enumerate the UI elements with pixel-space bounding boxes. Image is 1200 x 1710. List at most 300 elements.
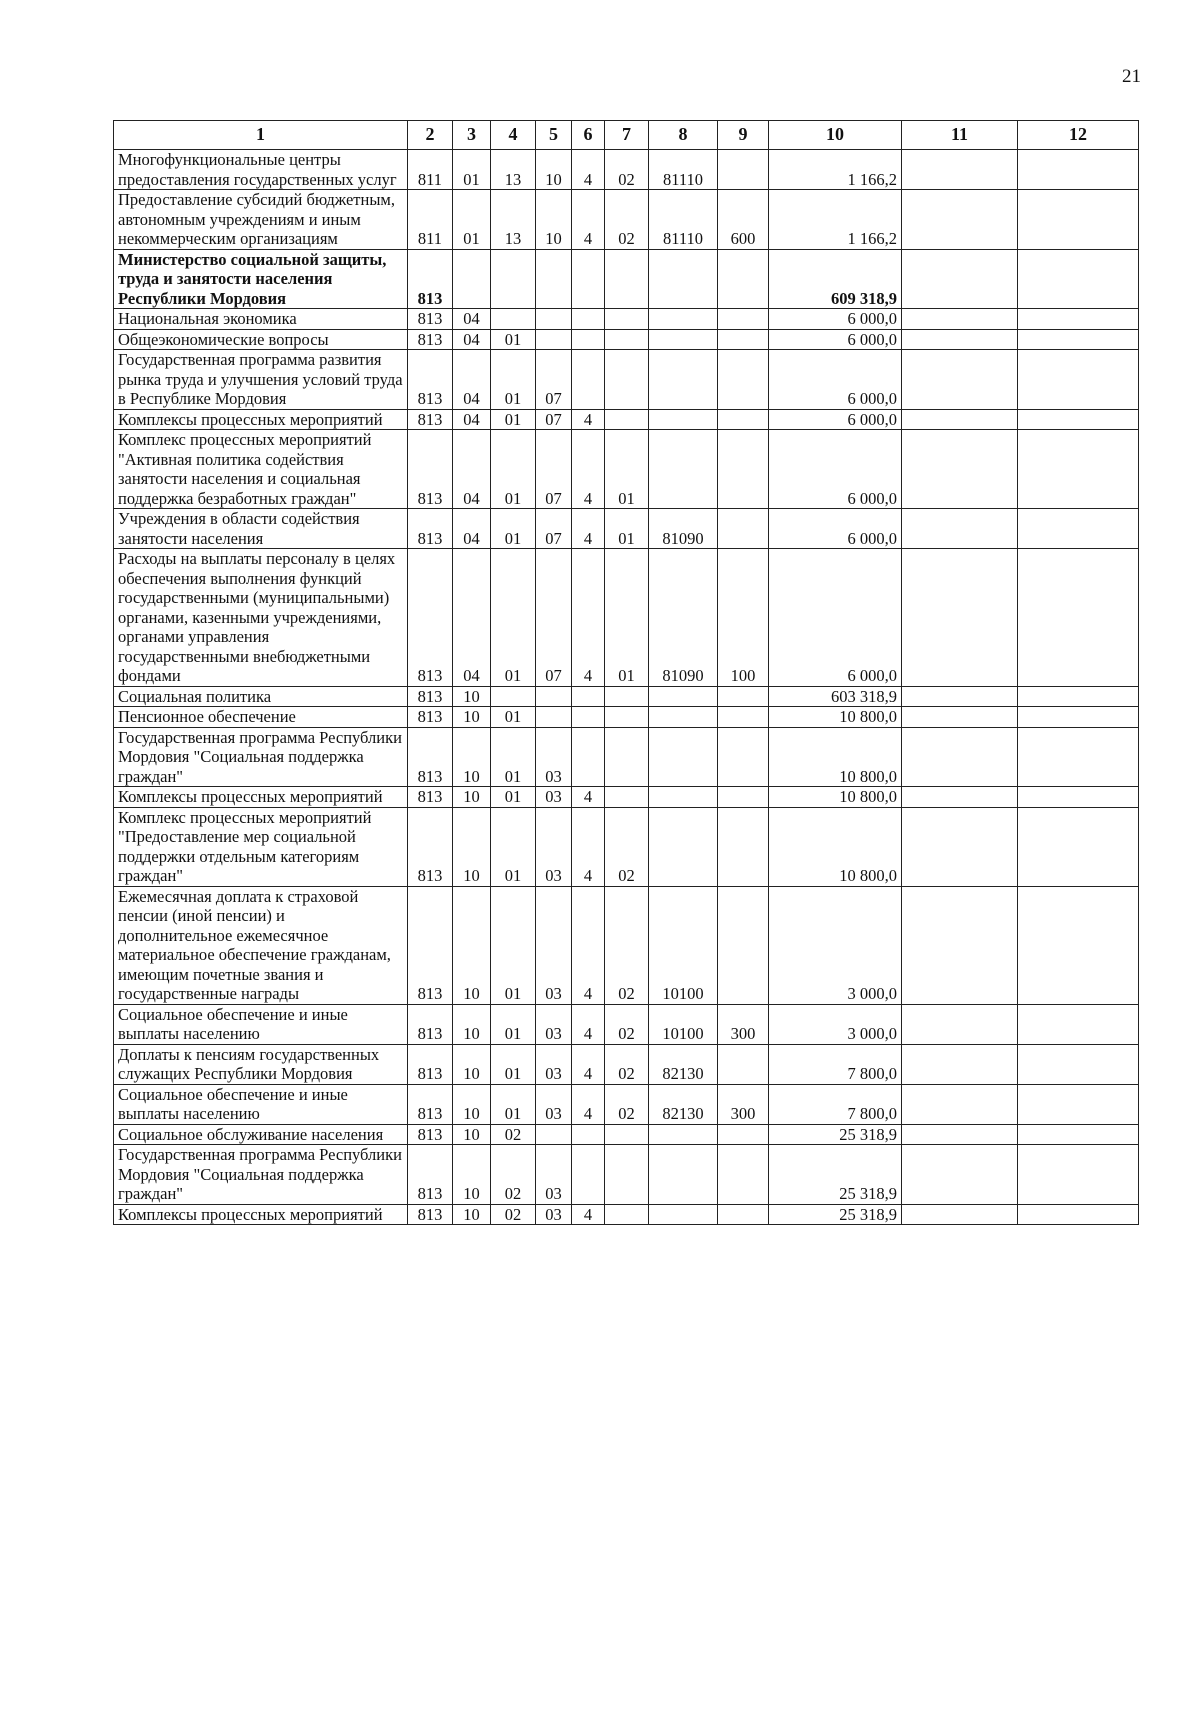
section-code: 10 <box>453 1044 491 1084</box>
row-name: Ежемесячная доплата к страховой пенсии (иной пенсии) и дополнительное ежемесячное материальное обеспечение гражданам, имеющим почетные звания и государственные награды <box>114 886 408 1004</box>
extra-cell-11 <box>902 1145 1018 1205</box>
section-code: 10 <box>453 1124 491 1145</box>
target-article-code <box>649 430 718 509</box>
extra-cell-11 <box>902 309 1018 330</box>
budget-table <box>113 120 1139 1225</box>
row-name: Министерство социальной защиты, труда и занятости населения Республики Мордовия <box>114 249 408 309</box>
main-section-code: 813 <box>408 707 453 728</box>
column-header: 1 <box>114 121 408 150</box>
main-section-code: 813 <box>408 350 453 410</box>
row-name: Доплаты к пенсиям государственных служащих Республики Мордовия <box>114 1044 408 1084</box>
event-code: 02 <box>605 886 649 1004</box>
section-code: 04 <box>453 549 491 687</box>
row-name: Социальное обслуживание населения <box>114 1124 408 1145</box>
subprogram-code <box>572 329 605 350</box>
section-code: 10 <box>453 1145 491 1205</box>
expense-type-code: 300 <box>718 1084 769 1124</box>
program-code: 03 <box>536 1044 572 1084</box>
extra-cell-11 <box>902 350 1018 410</box>
extra-cell-12 <box>1018 350 1139 410</box>
row-name: Социальное обеспечение и иные выплаты населению <box>114 1004 408 1044</box>
extra-cell-11 <box>902 727 1018 787</box>
main-section-code: 813 <box>408 1145 453 1205</box>
subprogram-code: 4 <box>572 807 605 886</box>
event-code <box>605 727 649 787</box>
subsection-code: 02 <box>491 1204 536 1225</box>
section-code: 10 <box>453 787 491 808</box>
subsection-code: 01 <box>491 430 536 509</box>
table-row <box>114 727 1139 787</box>
table-row <box>114 350 1139 410</box>
extra-cell-12 <box>1018 1004 1139 1044</box>
event-code <box>605 329 649 350</box>
event-code <box>605 686 649 707</box>
row-name: Расходы на выплаты персоналу в целях обеспечения выполнения функций государственными (муниципальными) органами, казенными учреждениями, органами управления государственными внебюджетными фондами <box>114 549 408 687</box>
target-article-code <box>649 1124 718 1145</box>
main-section-code: 813 <box>408 727 453 787</box>
program-code: 03 <box>536 1145 572 1205</box>
extra-cell-11 <box>902 1124 1018 1145</box>
expense-type-code <box>718 309 769 330</box>
expense-type-code <box>718 150 769 190</box>
program-code: 07 <box>536 549 572 687</box>
row-name: Государственная программа развития рынка труда и улучшения условий труда в Республике Мордовия <box>114 350 408 410</box>
subsection-code: 01 <box>491 549 536 687</box>
extra-cell-11 <box>902 1044 1018 1084</box>
header-row <box>114 121 1139 150</box>
extra-cell-12 <box>1018 1084 1139 1124</box>
main-section-code: 813 <box>408 329 453 350</box>
subprogram-code: 4 <box>572 1204 605 1225</box>
column-header: 5 <box>536 121 572 150</box>
event-code: 02 <box>605 1044 649 1084</box>
extra-cell-11 <box>902 409 1018 430</box>
target-article-code: 10100 <box>649 1004 718 1044</box>
main-section-code: 813 <box>408 787 453 808</box>
main-section-code: 813 <box>408 1124 453 1145</box>
expense-type-code: 600 <box>718 190 769 250</box>
event-code: 02 <box>605 150 649 190</box>
target-article-code <box>649 707 718 728</box>
section-code: 04 <box>453 309 491 330</box>
table-row <box>114 1124 1139 1145</box>
row-name: Социальная политика <box>114 686 408 707</box>
expense-type-code <box>718 509 769 549</box>
main-section-code: 811 <box>408 190 453 250</box>
event-code: 02 <box>605 190 649 250</box>
row-name: Предоставление субсидий бюджетным, автономным учреждениям и иным некоммерческим организациям <box>114 190 408 250</box>
subsection-code: 13 <box>491 190 536 250</box>
extra-cell-11 <box>902 190 1018 250</box>
program-code: 03 <box>536 1004 572 1044</box>
extra-cell-11 <box>902 1204 1018 1225</box>
expense-type-code <box>718 886 769 1004</box>
section-code: 04 <box>453 350 491 410</box>
section-code <box>453 249 491 309</box>
main-section-code: 813 <box>408 686 453 707</box>
subprogram-code <box>572 350 605 410</box>
extra-cell-12 <box>1018 707 1139 728</box>
subsection-code: 01 <box>491 807 536 886</box>
subprogram-code: 4 <box>572 886 605 1004</box>
subsection-code: 01 <box>491 409 536 430</box>
main-section-code: 813 <box>408 1204 453 1225</box>
extra-cell-12 <box>1018 1044 1139 1084</box>
section-code: 10 <box>453 886 491 1004</box>
extra-cell-11 <box>902 807 1018 886</box>
target-article-code <box>649 329 718 350</box>
subprogram-code: 4 <box>572 430 605 509</box>
section-code: 01 <box>453 190 491 250</box>
event-code <box>605 249 649 309</box>
program-code: 03 <box>536 1204 572 1225</box>
target-article-code: 81110 <box>649 190 718 250</box>
amount-cell: 6 000,0 <box>769 409 902 430</box>
section-code: 10 <box>453 1204 491 1225</box>
main-section-code: 813 <box>408 430 453 509</box>
expense-type-code <box>718 807 769 886</box>
main-section-code: 813 <box>408 1004 453 1044</box>
table-row <box>114 329 1139 350</box>
subprogram-code <box>572 707 605 728</box>
expense-type-code <box>718 350 769 410</box>
subprogram-code: 4 <box>572 549 605 687</box>
extra-cell-12 <box>1018 509 1139 549</box>
table-row <box>114 150 1139 190</box>
event-code <box>605 309 649 330</box>
row-name: Комплексы процессных мероприятий <box>114 787 408 808</box>
main-section-code: 813 <box>408 1044 453 1084</box>
section-code: 04 <box>453 430 491 509</box>
extra-cell-12 <box>1018 150 1139 190</box>
event-code <box>605 409 649 430</box>
column-header: 9 <box>718 121 769 150</box>
program-code: 07 <box>536 509 572 549</box>
subprogram-code: 4 <box>572 409 605 430</box>
subsection-code: 01 <box>491 1084 536 1124</box>
program-code: 10 <box>536 150 572 190</box>
amount-cell: 7 800,0 <box>769 1044 902 1084</box>
table-row <box>114 807 1139 886</box>
extra-cell-12 <box>1018 409 1139 430</box>
column-header: 11 <box>902 121 1018 150</box>
amount-cell: 25 318,9 <box>769 1204 902 1225</box>
expense-type-code <box>718 329 769 350</box>
event-code <box>605 787 649 808</box>
extra-cell-12 <box>1018 787 1139 808</box>
subsection-code: 01 <box>491 886 536 1004</box>
program-code: 03 <box>536 787 572 808</box>
row-name: Комплекс процессных мероприятий "Активная политика содействия занятости населения и социальная поддержка безработных граждан" <box>114 430 408 509</box>
main-section-code: 813 <box>408 549 453 687</box>
column-header: 7 <box>605 121 649 150</box>
program-code <box>536 309 572 330</box>
subprogram-code <box>572 249 605 309</box>
extra-cell-11 <box>902 150 1018 190</box>
subsection-code <box>491 249 536 309</box>
extra-cell-12 <box>1018 727 1139 787</box>
amount-cell: 3 000,0 <box>769 1004 902 1044</box>
amount-cell: 6 000,0 <box>769 549 902 687</box>
expense-type-code <box>718 1145 769 1205</box>
table-row <box>114 549 1139 687</box>
section-code: 10 <box>453 707 491 728</box>
column-header: 10 <box>769 121 902 150</box>
expense-type-code <box>718 727 769 787</box>
section-code: 04 <box>453 509 491 549</box>
section-code: 10 <box>453 807 491 886</box>
section-code: 10 <box>453 686 491 707</box>
column-header: 2 <box>408 121 453 150</box>
target-article-code <box>649 686 718 707</box>
subprogram-code: 4 <box>572 1004 605 1044</box>
extra-cell-11 <box>902 787 1018 808</box>
expense-type-code <box>718 409 769 430</box>
section-code: 10 <box>453 1004 491 1044</box>
event-code: 01 <box>605 430 649 509</box>
amount-cell: 25 318,9 <box>769 1145 902 1205</box>
subprogram-code: 4 <box>572 787 605 808</box>
main-section-code: 813 <box>408 309 453 330</box>
target-article-code <box>649 1145 718 1205</box>
table-row <box>114 707 1139 728</box>
amount-cell: 25 318,9 <box>769 1124 902 1145</box>
event-code: 01 <box>605 509 649 549</box>
extra-cell-12 <box>1018 190 1139 250</box>
table-row <box>114 1004 1139 1044</box>
extra-cell-11 <box>902 549 1018 687</box>
program-code <box>536 1124 572 1145</box>
subsection-code: 01 <box>491 1004 536 1044</box>
column-header: 8 <box>649 121 718 150</box>
program-code <box>536 686 572 707</box>
expense-type-code: 100 <box>718 549 769 687</box>
table-body <box>114 150 1139 1225</box>
table-row <box>114 430 1139 509</box>
table-row <box>114 409 1139 430</box>
table-row <box>114 190 1139 250</box>
extra-cell-12 <box>1018 329 1139 350</box>
amount-cell: 6 000,0 <box>769 329 902 350</box>
table-row <box>114 886 1139 1004</box>
extra-cell-12 <box>1018 249 1139 309</box>
main-section-code: 813 <box>408 1084 453 1124</box>
expense-type-code <box>718 1044 769 1084</box>
subprogram-code <box>572 309 605 330</box>
amount-cell: 6 000,0 <box>769 309 902 330</box>
row-name: Социальное обеспечение и иные выплаты населению <box>114 1084 408 1124</box>
subprogram-code <box>572 1124 605 1145</box>
target-article-code: 81090 <box>649 509 718 549</box>
table-row <box>114 1145 1139 1205</box>
program-code: 03 <box>536 727 572 787</box>
section-code: 04 <box>453 329 491 350</box>
extra-cell-11 <box>902 249 1018 309</box>
subprogram-code <box>572 686 605 707</box>
subsection-code: 01 <box>491 787 536 808</box>
column-header: 12 <box>1018 121 1139 150</box>
extra-cell-12 <box>1018 430 1139 509</box>
amount-cell: 603 318,9 <box>769 686 902 707</box>
expense-type-code <box>718 249 769 309</box>
target-article-code <box>649 807 718 886</box>
program-code <box>536 249 572 309</box>
row-name: Государственная программа Республики Мордовия "Социальная поддержка граждан" <box>114 727 408 787</box>
subprogram-code: 4 <box>572 1084 605 1124</box>
expense-type-code <box>718 686 769 707</box>
extra-cell-12 <box>1018 886 1139 1004</box>
extra-cell-12 <box>1018 1124 1139 1145</box>
subsection-code: 01 <box>491 350 536 410</box>
extra-cell-11 <box>902 430 1018 509</box>
extra-cell-11 <box>902 329 1018 350</box>
table-row <box>114 1044 1139 1084</box>
subsection-code: 01 <box>491 509 536 549</box>
event-code <box>605 350 649 410</box>
target-article-code: 81090 <box>649 549 718 687</box>
table-row <box>114 249 1139 309</box>
target-article-code <box>649 1204 718 1225</box>
event-code: 02 <box>605 1084 649 1124</box>
page-number: 21 <box>1122 66 1141 87</box>
program-code <box>536 329 572 350</box>
subsection-code: 13 <box>491 150 536 190</box>
extra-cell-12 <box>1018 1145 1139 1205</box>
extra-cell-12 <box>1018 1204 1139 1225</box>
subsection-code: 02 <box>491 1145 536 1205</box>
row-name: Учреждения в области содействия занятости населения <box>114 509 408 549</box>
column-header: 4 <box>491 121 536 150</box>
extra-cell-11 <box>902 1004 1018 1044</box>
target-article-code: 82130 <box>649 1044 718 1084</box>
target-article-code <box>649 309 718 330</box>
main-section-code: 813 <box>408 807 453 886</box>
extra-cell-11 <box>902 686 1018 707</box>
main-section-code: 813 <box>408 886 453 1004</box>
expense-type-code <box>718 787 769 808</box>
program-code: 10 <box>536 190 572 250</box>
main-section-code: 811 <box>408 150 453 190</box>
subprogram-code: 4 <box>572 150 605 190</box>
subsection-code: 02 <box>491 1124 536 1145</box>
row-name: Пенсионное обеспечение <box>114 707 408 728</box>
table-row <box>114 686 1139 707</box>
amount-cell: 10 800,0 <box>769 707 902 728</box>
subprogram-code: 4 <box>572 190 605 250</box>
expense-type-code <box>718 1204 769 1225</box>
event-code <box>605 707 649 728</box>
amount-cell: 6 000,0 <box>769 509 902 549</box>
event-code: 02 <box>605 807 649 886</box>
amount-cell: 1 166,2 <box>769 190 902 250</box>
amount-cell: 10 800,0 <box>769 787 902 808</box>
amount-cell: 6 000,0 <box>769 430 902 509</box>
subprogram-code: 4 <box>572 1044 605 1084</box>
table-row <box>114 1084 1139 1124</box>
target-article-code <box>649 727 718 787</box>
extra-cell-11 <box>902 1084 1018 1124</box>
extra-cell-11 <box>902 509 1018 549</box>
event-code: 02 <box>605 1004 649 1044</box>
program-code: 07 <box>536 430 572 509</box>
row-name: Государственная программа Республики Мордовия "Социальная поддержка граждан" <box>114 1145 408 1205</box>
target-article-code <box>649 249 718 309</box>
target-article-code <box>649 409 718 430</box>
expense-type-code <box>718 430 769 509</box>
program-code: 07 <box>536 350 572 410</box>
extra-cell-12 <box>1018 807 1139 886</box>
table-row <box>114 787 1139 808</box>
amount-cell: 10 800,0 <box>769 807 902 886</box>
row-name: Комплексы процессных мероприятий <box>114 409 408 430</box>
section-code: 01 <box>453 150 491 190</box>
event-code <box>605 1204 649 1225</box>
subsection-code <box>491 686 536 707</box>
table-row <box>114 309 1139 330</box>
amount-cell: 6 000,0 <box>769 350 902 410</box>
subsection-code: 01 <box>491 707 536 728</box>
column-header: 6 <box>572 121 605 150</box>
extra-cell-12 <box>1018 549 1139 687</box>
program-code <box>536 707 572 728</box>
subprogram-code <box>572 727 605 787</box>
amount-cell: 3 000,0 <box>769 886 902 1004</box>
amount-cell: 7 800,0 <box>769 1084 902 1124</box>
main-section-code: 813 <box>408 509 453 549</box>
row-name: Национальная экономика <box>114 309 408 330</box>
program-code: 03 <box>536 886 572 1004</box>
main-section-code: 813 <box>408 249 453 309</box>
row-name: Многофункциональные центры предоставления государственных услуг <box>114 150 408 190</box>
program-code: 07 <box>536 409 572 430</box>
table-row <box>114 509 1139 549</box>
amount-cell: 10 800,0 <box>769 727 902 787</box>
expense-type-code: 300 <box>718 1004 769 1044</box>
row-name: Комплексы процессных мероприятий <box>114 1204 408 1225</box>
subsection-code: 01 <box>491 329 536 350</box>
row-name: Общеэкономические вопросы <box>114 329 408 350</box>
event-code <box>605 1124 649 1145</box>
subsection-code <box>491 309 536 330</box>
extra-cell-12 <box>1018 686 1139 707</box>
extra-cell-11 <box>902 886 1018 1004</box>
expense-type-code <box>718 707 769 728</box>
expense-type-code <box>718 1124 769 1145</box>
section-code: 10 <box>453 1084 491 1124</box>
target-article-code: 82130 <box>649 1084 718 1124</box>
target-article-code: 10100 <box>649 886 718 1004</box>
subprogram-code <box>572 1145 605 1205</box>
section-code: 10 <box>453 727 491 787</box>
amount-cell: 609 318,9 <box>769 249 902 309</box>
subsection-code: 01 <box>491 727 536 787</box>
column-header: 3 <box>453 121 491 150</box>
target-article-code <box>649 787 718 808</box>
event-code: 01 <box>605 549 649 687</box>
extra-cell-12 <box>1018 309 1139 330</box>
extra-cell-11 <box>902 707 1018 728</box>
table-row <box>114 1204 1139 1225</box>
amount-cell: 1 166,2 <box>769 150 902 190</box>
program-code: 03 <box>536 807 572 886</box>
section-code: 04 <box>453 409 491 430</box>
target-article-code <box>649 350 718 410</box>
event-code <box>605 1145 649 1205</box>
subprogram-code: 4 <box>572 509 605 549</box>
target-article-code: 81110 <box>649 150 718 190</box>
program-code: 03 <box>536 1084 572 1124</box>
row-name: Комплекс процессных мероприятий "Предоставление мер социальной поддержки отдельным категориям граждан" <box>114 807 408 886</box>
